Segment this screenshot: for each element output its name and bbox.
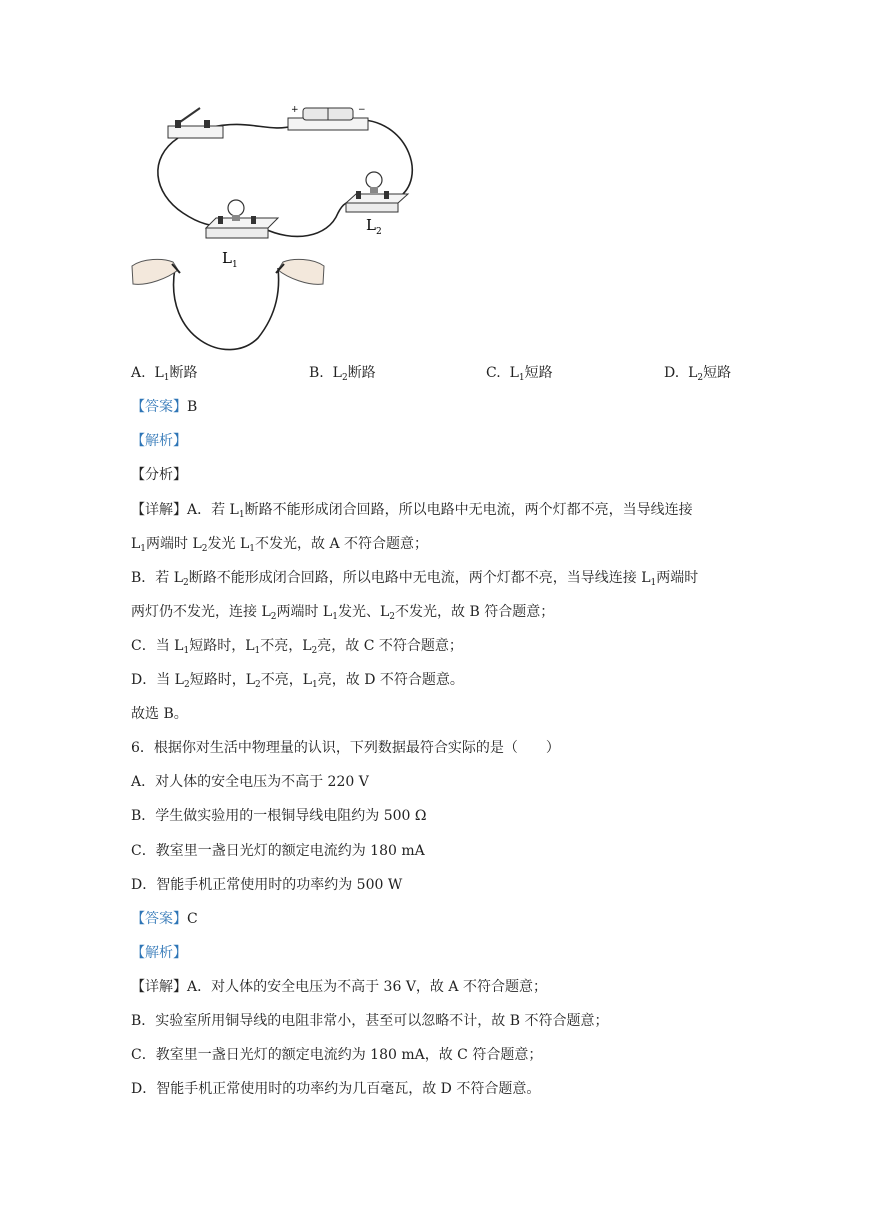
q5-analysis-tag: 【解析】	[131, 433, 187, 449]
label-l1: L	[222, 249, 232, 267]
q5-answer: 【答案】B	[131, 399, 198, 415]
q5-detail-b-line2: 两灯仍不发光，连接 $L_2$两端时 $L_1$发光、$L_2$不发光，故 B 符合题意；	[131, 604, 555, 622]
q6-option-c: C．教室里一盏日光灯的额定电流约为 180 mA	[131, 843, 425, 859]
q6-detail-d: D．智能手机正常使用时的功率约为几百毫瓦，故 D 不符合题意。	[131, 1081, 541, 1097]
label-l2-sub: 2	[375, 227, 382, 237]
q5-detail-b-line1: B．若 $L_2$断路不能形成闭合回路，所以电路中无电流，两个灯都不亮，当导线连接 $L_1$两端时	[131, 570, 699, 588]
battery	[288, 105, 368, 130]
label-l2: L	[366, 216, 376, 234]
q6-detail-c: C．教室里一盏日光灯的额定电流约为 180 mA，故 C 符合题意；	[131, 1047, 543, 1063]
right-hand	[276, 259, 324, 284]
q5-detail-d: D．当 $L_2$短路时，$L_2$不亮，$L_1$亮，故 D 不符合题意。	[131, 672, 464, 690]
bulb-l1	[206, 200, 278, 238]
q6-analysis-tag: 【解析】	[131, 945, 187, 961]
circuit-diagram	[128, 98, 428, 358]
q6-stem: 6．根据你对生活中物理量的认识，下列数据最符合实际的是（ ）	[131, 740, 560, 756]
q5-conclusion: 故选 B。	[131, 706, 188, 722]
q5-option-d: D. $L_2$短路	[664, 365, 732, 383]
q5-detail-a-line1: 【详解】A．若 $L_1$断路不能形成闭合回路，所以电路中无电流，两个灯都不亮，当导线连接	[131, 502, 693, 520]
battery-plus-label: +	[291, 105, 299, 115]
q6-option-d: D．智能手机正常使用时的功率约为 500 W	[131, 877, 403, 893]
q6-answer: 【答案】C	[131, 911, 198, 927]
q5-detail-a-line2: $L_1$两端时 $L_2$发光 $L_1$不发光，故 A 不符合题意；	[131, 536, 429, 554]
battery-minus-label: −	[358, 105, 366, 115]
q5-detail-c: C．当 $L_1$短路时，$L_1$不亮，$L_2$亮，故 C 不符合题意；	[131, 638, 463, 656]
svg-text:L1	[222, 249, 238, 270]
bulb-l2	[346, 172, 408, 212]
q5-option-b: B. $L_2$断路	[309, 365, 376, 383]
q5-option-a: A. $L_1$断路	[131, 365, 198, 383]
q6-option-a: A．对人体的安全电压为不高于 220 V	[131, 774, 369, 790]
switch	[168, 108, 223, 138]
q5-fenxi-tag: 【分析】	[131, 467, 187, 483]
q5-option-c: C. $L_1$短路	[486, 365, 553, 383]
svg-text:L2	[366, 216, 382, 237]
left-hand	[132, 259, 180, 284]
q6-detail-b: B．实验室所用铜导线的电阻非常小，甚至可以忽略不计，故 B 不符合题意；	[131, 1013, 609, 1029]
q6-option-b: B．学生做实验用的一根铜导线电阻约为 500 Ω	[131, 808, 427, 824]
label-l1-sub: 1	[231, 260, 238, 270]
q6-detail-a: 【详解】A．对人体的安全电压为不高于 36 V，故 A 不符合题意；	[131, 979, 547, 995]
